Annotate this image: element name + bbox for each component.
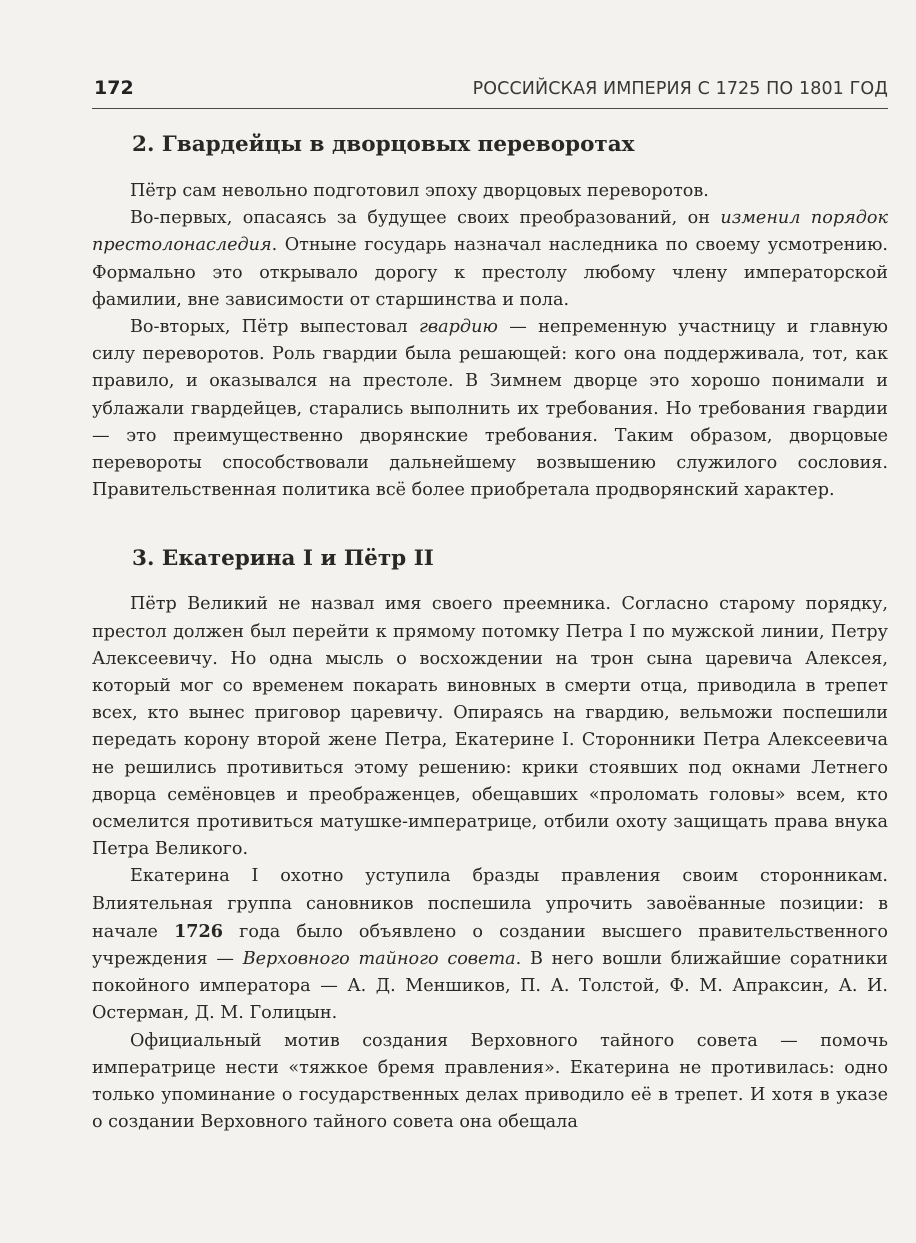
page-body [92, 128, 888, 1137]
italic-term-succession: изменил порядок престолонаследия [92, 208, 888, 256]
section-2-heading: 2. Гвардейцы в дворцовых переворотах [132, 132, 635, 157]
section-3-heading: 3. Екатерина I и Пётр II [132, 546, 434, 572]
page-header [92, 74, 888, 109]
section-2-paragraph-1: Пётр сам невольно подготовил эпоху дворцовых переворотов. [130, 181, 709, 201]
italic-term-supreme-council: Верховного тайного совета [242, 949, 516, 970]
page-number: 172 [94, 77, 134, 99]
bold-year: 1726 [174, 920, 224, 942]
text-run: Во-вторых, Пётр выпестовал [130, 317, 420, 338]
italic-term-guard: гвардию [419, 317, 498, 338]
text-run: Во-первых, опасаясь за будущее своих преобразований, он [130, 208, 721, 229]
section-2-paragraph-2 [92, 205, 888, 314]
section-2-paragraph-3 [92, 314, 888, 504]
text-run: . В него вошли ближайшие соратники покойного императора — А. Д. Меншиков, П. А. Толстой, Ф. М. Апраксин, А. И. Остерман, Д. М. Голицын. [92, 949, 888, 1024]
section-3-paragraph-1: Пётр Великий не назвал имя своего преемника. Согласно старому порядку, престол должен был перейти к прямому потомку Петра I по мужской линии, Петру Алексеевичу. Но одна мысль о восхождении на трон сына царевича Алексея, который мог со временем покарать виновных в смерти отца, приводила в трепет всех, кто вынес приговор царевичу. Опираясь на гвардию, вельможи поспешили передать корону второй жене Петра, Екатерине I. Сторонники Петра Алексеевича не решились противиться этому решению: крики стоявших под окнами Летнего дворца семёновцев и преображенцев, обещавших «проломать головы» всем, кто осмелится противиться матушке-императрице, отбили охоту защищать права внука Петра Великого. [92, 594, 888, 860]
section-3-paragraph-2 [92, 863, 888, 1027]
section-3-paragraph-3: Официальный мотив создания Верховного тайного совета — помочь императрице нести «тяжкое бремя правления». Екатерина не противилась: одно только упоминание о государственных делах приводило её в трепет. И хотя в указе о создании Верховного тайного совета она обещала [92, 1030, 888, 1133]
text-run: Екатерина I охотно уступила бразды правления своим сторонникам. Влиятельная группа сановников поспешила упрочить завоёванные позиции: в начале [92, 866, 888, 942]
text-run: года было объявлено о создании высшего правительственного учреждения — [92, 921, 888, 970]
running-title: РОССИЙСКАЯ ИМПЕРИЯ С 1725 ПО 1801 ГОД [472, 79, 888, 99]
text-run: . Отныне государь назначал наследника по своему усмотрению. Формально это открывало дорогу к престолу любому члену императорской фамилии, вне зависимости от старшинства и пола. [92, 235, 888, 310]
text-run: — непременную участницу и главную силу переворотов. Роль гвардии была решающей: кого она поддерживала, тот, как правило, и оказывался на престоле. В Зимнем дворце это хорошо понимали и ублажали гвардейцев, старались выполнить их требования. Но требования гвардии — это преимущественно дворянские требования. Таким образом, дворцовые перевороты способствовали дальнейшему возвышению служилого сословия. Правительственная политика всё более приобретала продворянский характер. [92, 317, 888, 501]
